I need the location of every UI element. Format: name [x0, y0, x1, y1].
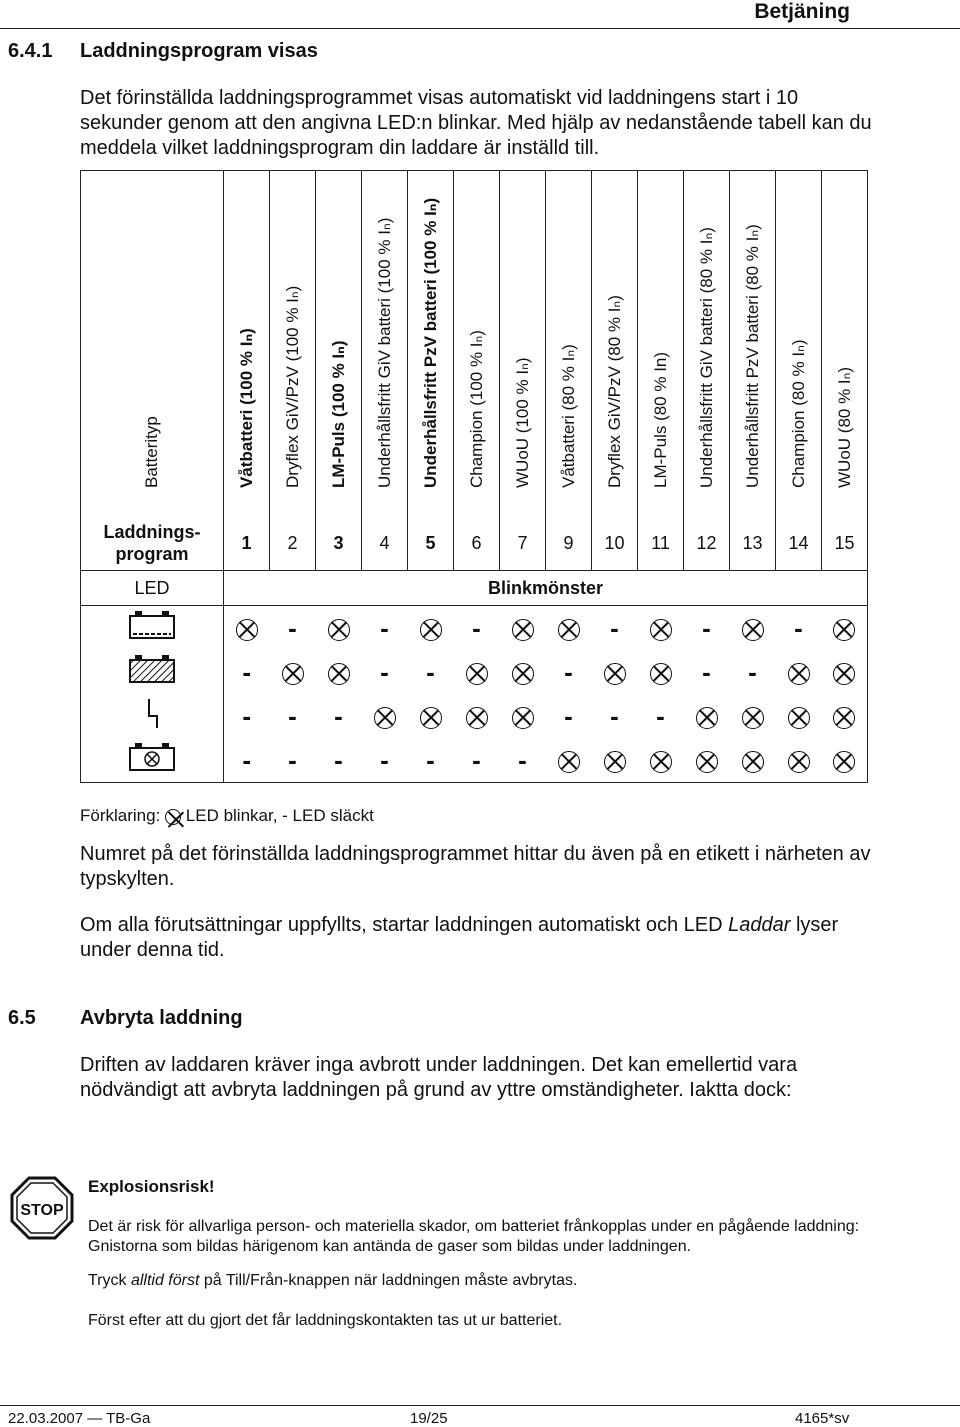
program-number: 5	[408, 516, 454, 571]
program-number: 3	[316, 516, 362, 571]
blink-cell	[592, 650, 638, 694]
column-header	[776, 171, 822, 517]
led-off-dash: -	[794, 612, 803, 643]
blink-cell	[408, 650, 454, 694]
column-header	[546, 171, 592, 517]
battery-empty-icon	[81, 606, 224, 651]
footer-right: 4165*sv	[795, 1410, 850, 1427]
program-number: 1	[224, 516, 270, 571]
program-number: 15	[822, 516, 868, 571]
blink-cell	[546, 738, 592, 783]
led-off-dash: -	[426, 744, 435, 775]
led-off-dash: -	[288, 612, 297, 643]
lightning-icon	[81, 694, 224, 738]
header-rule	[0, 28, 960, 29]
led-off-dash: -	[702, 612, 711, 643]
column-header	[500, 171, 546, 517]
blink-cell	[270, 738, 316, 783]
blink-cell	[684, 694, 730, 738]
column-header	[408, 171, 454, 517]
para2-laddar: Laddar	[728, 914, 791, 936]
blink-cell	[224, 606, 270, 651]
led-blink-icon	[833, 707, 855, 729]
led-blink-icon	[833, 751, 855, 773]
battery-type-cell	[81, 171, 224, 517]
led-off-dash: -	[472, 744, 481, 775]
column-header	[592, 171, 638, 517]
footer-center: 19/25	[410, 1410, 448, 1427]
column-name: WUoU (80 % Iₙ)	[834, 366, 854, 488]
blink-cell	[500, 694, 546, 738]
led-blink-icon	[558, 751, 580, 773]
led-blink-icon	[833, 619, 855, 641]
led-blink-icon	[742, 707, 764, 729]
column-name: Champion (80 % Iₙ)	[788, 339, 808, 488]
led-off-dash: -	[748, 656, 757, 687]
warning-title: Explosionsrisk!	[88, 1177, 215, 1196]
column-name: WUoU (100 % Iₙ)	[512, 357, 532, 488]
legend-text: LED blinkar, - LED släckt	[185, 806, 374, 825]
column-header	[730, 171, 776, 517]
blink-cell	[362, 650, 408, 694]
blink-cell	[224, 694, 270, 738]
led-blink-icon	[833, 663, 855, 685]
led-off-dash: -	[518, 744, 527, 775]
blink-cell	[454, 606, 500, 651]
led-off-dash: -	[380, 612, 389, 643]
blink-cell	[730, 694, 776, 738]
header-section-title: Betjäning	[754, 0, 850, 23]
blink-cell	[408, 606, 454, 651]
warning-text-2	[88, 1271, 868, 1291]
blink-cell	[730, 650, 776, 694]
battery-error-icon	[81, 738, 224, 783]
column-name: Underhållsfritt GiV batteri (100 % Iₙ)	[374, 217, 394, 488]
blink-cell	[592, 738, 638, 783]
blink-cell	[822, 606, 868, 651]
led-off-dash: -	[288, 700, 297, 731]
led-blink-icon	[696, 751, 718, 773]
led-blink-icon	[328, 619, 350, 641]
led-blink-icon	[696, 707, 718, 729]
led-off-dash: -	[380, 656, 389, 687]
section-title-641: Laddningsprogram visas	[80, 40, 318, 62]
led-row	[81, 738, 868, 783]
led-row	[81, 650, 868, 694]
program-number: 2	[270, 516, 316, 571]
column-name: Underhållsfritt PzV batteri (100 % Iₙ)	[420, 197, 440, 488]
led-off-dash: -	[610, 700, 619, 731]
warning-text-1: Det är risk för allvarliga person- och materiella skador, om batteriet frånkopplas under en pågående laddning: Gnistorna som bildas härigenom kan antända de gaser som bildas under laddningen.	[88, 1218, 860, 1255]
led-blink-icon	[282, 663, 304, 685]
column-header	[224, 171, 270, 517]
battery-charging-icon	[81, 650, 224, 694]
led-blink-icon	[742, 751, 764, 773]
led-off-dash: -	[288, 744, 297, 775]
column-header	[454, 171, 500, 517]
blink-cell	[500, 606, 546, 651]
column-name: LM-Puls (80 % In)	[650, 351, 670, 488]
column-header	[270, 171, 316, 517]
blink-cell	[454, 738, 500, 783]
column-header	[822, 171, 868, 517]
blink-cell	[362, 738, 408, 783]
column-name: Champion (100 % Iₙ)	[466, 330, 486, 488]
led-blink-icon	[512, 663, 534, 685]
column-name: LM-Puls (100 % Iₙ)	[328, 340, 348, 488]
battery-type-label: Batterityp	[142, 416, 161, 488]
led-blink-icon	[466, 707, 488, 729]
blink-icon	[165, 809, 181, 825]
column-name: Våtbatteri (100 % Iₙ)	[236, 328, 256, 488]
led-off-dash: -	[380, 744, 389, 775]
blink-cell	[776, 606, 822, 651]
header-row	[81, 171, 868, 517]
paragraph-label-location: Numret på det förinställda laddningsprogrammet hittar du även på en etikett i närheten av typskylten.	[80, 843, 871, 890]
program-number: 4	[362, 516, 408, 571]
column-name: Våtbatteri (80 % Iₙ)	[558, 344, 578, 488]
blink-cell	[822, 694, 868, 738]
led-off-dash: -	[472, 612, 481, 643]
led-blink-icon	[420, 619, 442, 641]
blink-cell	[224, 650, 270, 694]
led-header-row	[81, 571, 868, 606]
intro-paragraph: Det förinställda laddningsprogrammet visas automatiskt vid laddningens start i 10 sekunder genom att den angivna LED:n blinkar. Med hjälp av nedanstående tabell kan du meddela vilket laddningsprogram din laddare är inställd till.	[80, 87, 872, 159]
footer-left: 22.03.2007 — TB-Ga	[8, 1410, 151, 1427]
led-blink-icon	[466, 663, 488, 685]
blink-cell	[638, 650, 684, 694]
column-name: Dryflex GiV/PzV (100 % Iₙ)	[282, 285, 302, 488]
led-off-dash: -	[242, 700, 252, 731]
blink-cell	[500, 738, 546, 783]
led-off-dash: -	[564, 656, 573, 687]
blink-cell	[316, 650, 362, 694]
led-blink-icon	[788, 751, 810, 773]
led-off-dash: -	[564, 700, 573, 731]
blink-cell	[454, 650, 500, 694]
program-number: 13	[730, 516, 776, 571]
led-blink-icon	[788, 663, 810, 685]
paragraph-interrupt: Driften av laddaren kräver inga avbrott under laddningen. Det kan emellertid vara nödvändigt att avbryta laddningen på grund av yttre omständigheter. Iakttа dock:	[80, 1054, 798, 1101]
program-label: Laddnings- program	[81, 516, 224, 571]
led-off-dash: -	[242, 656, 252, 687]
led-blink-icon	[512, 619, 534, 641]
blink-cell	[316, 694, 362, 738]
blink-cell	[592, 606, 638, 651]
led-blink-icon	[650, 663, 672, 685]
blink-cell	[270, 694, 316, 738]
blink-cell	[500, 650, 546, 694]
blink-cell	[362, 606, 408, 651]
led-blink-icon	[604, 663, 626, 685]
legend	[80, 806, 374, 826]
blink-cell	[408, 738, 454, 783]
blink-cell	[546, 606, 592, 651]
led-blink-icon	[374, 707, 396, 729]
para2-text-b: lyser under denna tid.	[80, 914, 839, 961]
blink-cell	[362, 694, 408, 738]
warning-text-2-em: alltid först	[130, 1272, 200, 1289]
column-name: Underhållsfritt PzV batteri (80 % Iₙ)	[742, 224, 762, 488]
column-name: Dryflex GiV/PzV (80 % Iₙ)	[604, 295, 624, 488]
paragraph-auto-start	[80, 913, 880, 963]
column-header	[638, 171, 684, 517]
stop-sign-icon	[10, 1176, 74, 1240]
blink-cell	[638, 606, 684, 651]
para2-text-a: Om alla förutsättningar uppfyllts, startar laddningen automatiskt och LED	[80, 914, 729, 936]
program-number: 10	[592, 516, 638, 571]
led-blink-icon	[512, 707, 534, 729]
led-blink-icon	[650, 751, 672, 773]
led-blink-icon	[788, 707, 810, 729]
blink-cell	[270, 606, 316, 651]
blink-cell	[638, 738, 684, 783]
stop-label: STOP	[20, 1202, 64, 1219]
blink-cell	[730, 606, 776, 651]
blink-cell	[546, 694, 592, 738]
program-number: 7	[500, 516, 546, 571]
program-number: 11	[638, 516, 684, 571]
section-title-65: Avbryta laddning	[80, 1007, 243, 1029]
led-off-dash: -	[426, 656, 435, 687]
warning-text-3: Först efter att du gjort det får laddningskontakten tas ut ur batteriet.	[88, 1312, 563, 1329]
warning-text-2-b: på Till/Från-knappen när laddningen måste avbrytas.	[199, 1272, 578, 1289]
program-number: 6	[454, 516, 500, 571]
blink-cell	[684, 738, 730, 783]
blink-cell	[592, 694, 638, 738]
led-blink-icon	[236, 619, 258, 641]
column-header	[684, 171, 730, 517]
led-off-dash: -	[610, 612, 619, 643]
blink-cell	[730, 738, 776, 783]
led-off-dash: -	[656, 700, 665, 731]
blink-cell	[822, 650, 868, 694]
column-name: Underhållsfritt GiV batteri (80 % Iₙ)	[696, 227, 716, 488]
blink-cell	[316, 738, 362, 783]
led-row	[81, 694, 868, 738]
led-label: LED	[81, 571, 224, 606]
blink-cell	[270, 650, 316, 694]
section-number-65: 6.5	[8, 1007, 36, 1029]
section-number-641: 6.4.1	[8, 40, 53, 62]
led-blink-icon	[742, 619, 764, 641]
led-blink-icon	[650, 619, 672, 641]
program-number: 12	[684, 516, 730, 571]
program-number: 14	[776, 516, 822, 571]
led-blink-icon	[604, 751, 626, 773]
blink-cell	[316, 606, 362, 651]
blink-cell	[408, 694, 454, 738]
blink-cell	[224, 738, 270, 783]
blink-cell	[776, 694, 822, 738]
blink-cell	[454, 694, 500, 738]
program-number: 9	[546, 516, 592, 571]
blink-cell	[638, 694, 684, 738]
led-blink-icon	[420, 707, 442, 729]
blink-cell	[684, 650, 730, 694]
blink-pattern-label: Blinkmönster	[224, 571, 868, 606]
led-off-dash: -	[702, 656, 711, 687]
legend-prefix: Förklaring:	[80, 806, 161, 825]
column-header	[316, 171, 362, 517]
program-row	[81, 516, 868, 571]
blink-cell	[546, 650, 592, 694]
led-off-dash: -	[334, 700, 343, 731]
blink-cell	[684, 606, 730, 651]
led-off-dash: -	[242, 744, 252, 775]
footer-rule	[0, 1405, 960, 1406]
led-blink-icon	[558, 619, 580, 641]
blink-cell	[776, 738, 822, 783]
blink-cell	[776, 650, 822, 694]
led-blink-icon	[328, 663, 350, 685]
column-header	[362, 171, 408, 517]
warning-text-2-a: Tryck	[88, 1272, 131, 1289]
blink-cell	[822, 738, 868, 783]
led-row	[81, 606, 868, 651]
program-table	[80, 170, 868, 783]
led-off-dash: -	[334, 744, 343, 775]
